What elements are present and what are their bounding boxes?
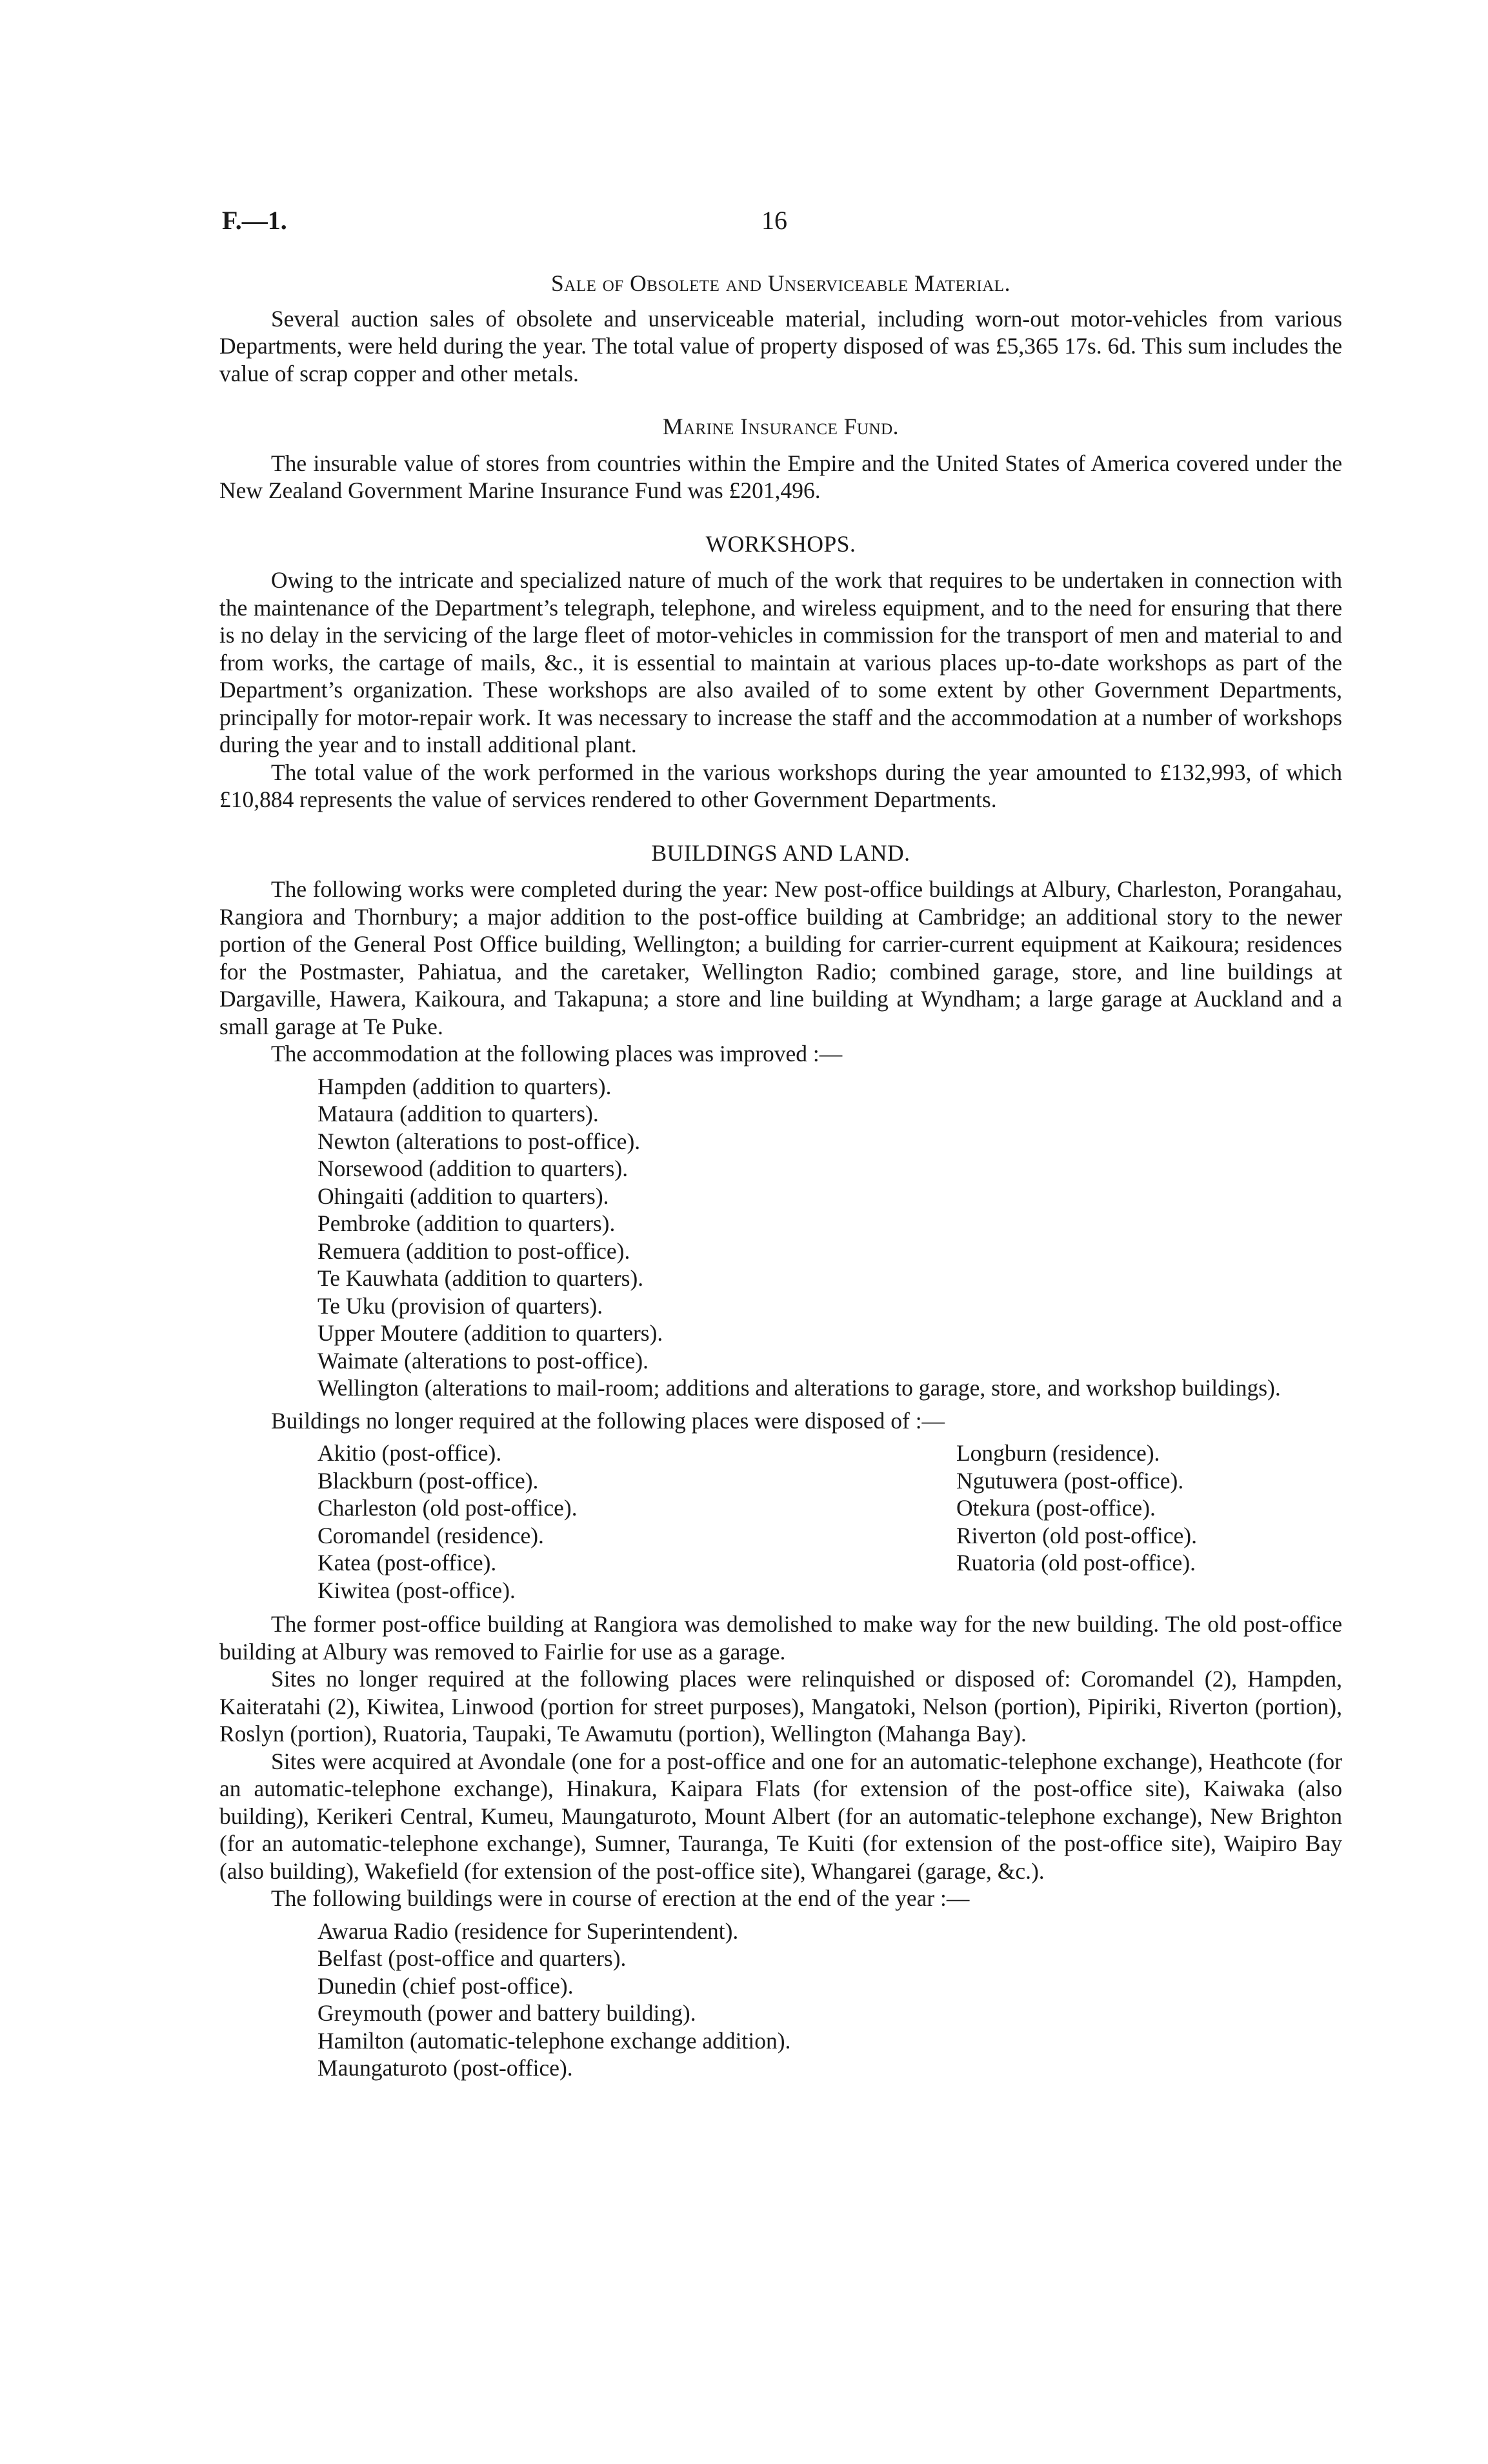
list-item: Te Uku (provision of quarters). [317,1292,603,1319]
list-item: Katea (post-office). [317,1550,497,1576]
list-item: Te Kauwhata (addition to quarters). [317,1265,644,1291]
list-item: Wellington (alterations to mail-room; additions and alterations to garage, store, and workshop buildings). [317,1375,1281,1401]
list-item: Ohingaiti (addition to quarters). [317,1183,609,1209]
list-item: Upper Moutere (addition to quarters). [317,1320,663,1346]
list-item: Awarua Radio (residence for Superintendent). [317,1918,739,1944]
list-item: Blackburn (post-office). [317,1467,539,1494]
list-item: Pembroke (addition to quarters). [317,1210,616,1236]
list-item: Akitio (post-office). [317,1440,502,1466]
heading-workshops: WORKSHOPS. [705,530,856,557]
heading-buildings-and-land: BUILDINGS AND LAND. [651,839,910,866]
list-item: Hamilton (automatic-telephone exchange addition). [317,2027,791,2054]
paragraph-accommodation-intro: The accommodation at the following places was improved :— [271,1041,843,1067]
paragraph-workshops-1: Owing to the intricate and specialized nature of much of the work that requires to be undertaken in connection with the maintenance of the Department’s telegraph, telephone, and wireless equipment, and to the need for ensuring that there is no delay in the servicing of the large fleet of motor-vehicles in commission for the transport of men and material to and from works, the cartage of mails, &c., it is essential to maintain at various places up-to-date workshops as part of the Department’s organization. These workshops are also availed of to some extent by other Government Departments, principally for motor-repair work. It was necessary to increase the staff and the accommodation at a number of workshops during the year and to install additional plant. [219,567,1342,757]
heading-marine-insurance: Marine Insurance Fund. [662,414,900,439]
heading-sale: Sale of Obsolete and Unserviceable Material. [551,270,1010,296]
page-body [219,270,1342,2087]
list-item: Coromandel (residence). [317,1522,544,1548]
paragraph-sale: Several auction sales of obsolete and unserviceable material, including worn-out motor-vehicles from various Departments, were held during the year. The total value of property disposed of was £5,365 17s. 6d. This sum includes the value of scrap copper and other metals. [219,305,1342,386]
list-item: Hampden (addition to quarters). [317,1073,612,1099]
list-item: Maungaturoto (post-office). [317,2055,573,2081]
list-item: Greymouth (power and battery building). [317,2000,696,2026]
erection-list [317,1918,1342,2082]
disposed-list-left [317,1439,956,1604]
paragraph-rangiora-albury: The former post-office building at Rangiora was demolished to make way for the new building. The old post-office building at Albury was removed to Fairlie for use as a garage. [219,1611,1342,1665]
list-item: Norsewood (addition to quarters). [317,1156,628,1181]
list-item: Remuera (addition to post-office). [317,1237,630,1264]
page-number: 16 [761,206,787,235]
paragraph-erection-intro: The following buildings were in course of erection at the end of the year :— [271,1885,970,1911]
list-item: Ngutuwera (post-office). [956,1467,1184,1494]
page-header [0,205,1488,244]
list-item: Riverton (old post-office). [956,1522,1197,1548]
list-item: Mataura (addition to quarters). [317,1101,599,1127]
list-item: Newton (alterations to post-office). [317,1128,641,1154]
list-item: Dunedin (chief post-office). [317,1972,574,1999]
improved-list [317,1073,1342,1402]
disposed-list-right [956,1439,1318,1577]
list-item: Belfast (post-office and quarters). [317,1945,627,1971]
paragraph-sites-relinquished: Sites no longer required at the following places were relinquished or disposed of: Coromandel (2), Hampden, Kaiteratahi (2), Kiwitea, Linwood (portion for street purposes), Mangatoki, Nelson (portion), Pipiriki, Riverton (portion), Roslyn (portion), Ruatoria, Taupaki, Te Awamutu (portion), Wellington (Mahanga Bay). [219,1666,1342,1747]
list-item: Ruatoria (old post-office). [956,1550,1196,1576]
list-item: Kiwitea (post-office). [317,1577,516,1603]
document-reference: F.—1. [222,206,287,235]
paragraph-disposed-intro: Buildings no longer required at the following places were disposed of :— [271,1407,945,1434]
paragraph-marine-insurance: The insurable value of stores from countries within the Empire and the United States of America covered under the New Zealand Government Marine Insurance Fund was £201,496. [219,450,1342,503]
paragraph-workshops-2: The total value of the work performed in the various workshops during the year amounted to £132,993, of which £10,884 represents the value of services rendered to other Government Departments. [219,759,1342,812]
disposed-buildings-columns [317,1439,1342,1604]
list-item: Otekura (post-office). [956,1495,1156,1521]
paragraph-sites-acquired: Sites were acquired at Avondale (one for a post-office and one for an automatic-telephone exchange), Heathcote (for an automatic-telephone exchange), Hinakura, Kaipara Flats (for extension of the post-office site), Kaiwaka (also building), Kerikeri Central, Kumeu, Maungaturoto, Mount Albert (for an automatic-telephone exchange), New Brighton (for an automatic-telephone exchange), Sumner, Tauranga, Te Kuiti (for extension of the post-office site), Waipiro Bay (also building), Wakefield (for extension of the post-office site), Whangarei (garage, &c.). [219,1748,1342,1884]
list-item: Longburn (residence). [956,1440,1160,1466]
paragraph-buildings-completed: The following works were completed during the year: New post-office buildings at Albury, Charleston, Porangahau, Rangiora and Thornbury; a major addition to the post-office building at Cambridge; an additional story to the newer portion of the General Post Office building, Wellington; a building for carrier-current equipment at Kaikoura; residences for the Postmaster, Pahiatua, and the caretaker, Wellington Radio; combined garage, store, and line buildings at Dargaville, Hawera, Kaikoura, and Takapuna; a store and line building at Wyndham; a large garage at Auckland and a small garage at Te Puke. [219,876,1342,1039]
list-item: Charleston (old post-office). [317,1495,578,1521]
list-item: Waimate (alterations to post-office). [317,1347,649,1374]
